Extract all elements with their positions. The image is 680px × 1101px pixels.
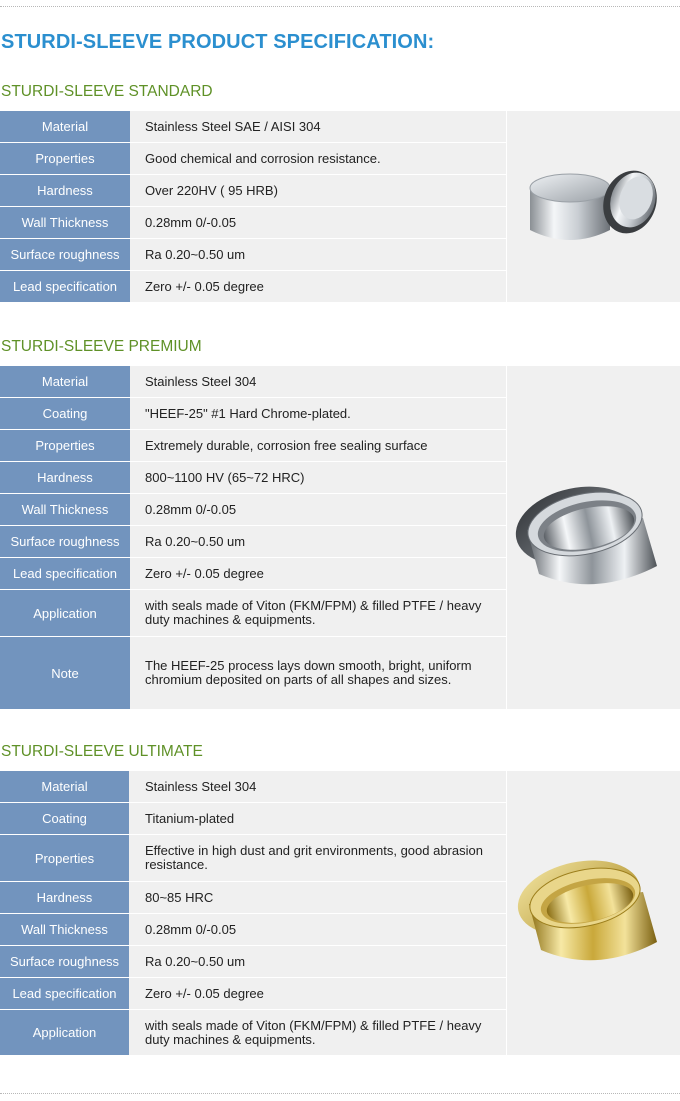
spec-value: Effective in high dust and grit environments, good abrasion resistance. (145, 835, 506, 882)
spec-label: Hardness (0, 882, 129, 914)
spec-value: Ra 0.20~0.50 um (145, 526, 506, 558)
spec-label: Wall Thickness (0, 207, 130, 239)
spec-value: Zero +/- 0.05 degree (145, 558, 506, 590)
stainless-sleeve-pair-icon (518, 154, 668, 254)
spec-label: Surface roughness (0, 239, 130, 271)
page-title: STURDI-SLEEVE PRODUCT SPECIFICATION: (1, 31, 435, 53)
spec-label: Application (0, 1010, 129, 1056)
spec-label: Coating (0, 803, 129, 835)
spec-value: Stainless Steel SAE / AISI 304 (145, 111, 506, 143)
spec-value: 0.28mm 0/-0.05 (145, 494, 506, 526)
titanium-gold-flanged-sleeve-icon (513, 846, 673, 976)
spec-value: 0.28mm 0/-0.05 (145, 914, 506, 946)
spec-value: Stainless Steel 304 (145, 366, 506, 398)
spec-value: Stainless Steel 304 (145, 771, 506, 803)
spec-value: Extremely durable, corrosion free sealing surface (145, 430, 506, 462)
spec-table-standard (0, 110, 680, 303)
spec-value: 0.28mm 0/-0.05 (145, 207, 506, 239)
section-title-premium: STURDI-SLEEVE PREMIUM (1, 338, 202, 355)
spec-label: Wall Thickness (0, 914, 129, 946)
spec-value: "HEEF-25" #1 Hard Chrome-plated. (145, 398, 506, 430)
section-title-ultimate: STURDI-SLEEVE ULTIMATE (1, 743, 203, 760)
spec-value: Zero +/- 0.05 degree (145, 271, 506, 303)
spec-value: Over 220HV ( 95 HRB) (145, 175, 506, 207)
spec-value: Good chemical and corrosion resistance. (145, 143, 506, 175)
bottom-dotted-divider (0, 1093, 680, 1094)
product-photo-premium (506, 366, 680, 710)
product-photo-standard (506, 111, 680, 303)
spec-label: Properties (0, 430, 130, 462)
spec-label: Lead specification (0, 558, 130, 590)
spec-value: Titanium-plated (145, 803, 506, 835)
spec-value: The HEEF-25 process lays down smooth, bright, uniform chromium deposited on parts of all shapes and sizes. (145, 637, 506, 710)
spec-label: Properties (0, 835, 129, 882)
spec-label: Application (0, 590, 130, 637)
spec-table-ultimate (0, 770, 680, 1056)
top-dotted-divider (0, 6, 680, 7)
spec-label: Hardness (0, 175, 130, 207)
spec-row (0, 366, 680, 398)
spec-label: Hardness (0, 462, 130, 494)
spec-label: Note (0, 637, 130, 710)
spec-label: Wall Thickness (0, 494, 130, 526)
spec-label: Surface roughness (0, 946, 129, 978)
section-title-standard: STURDI-SLEEVE STANDARD (1, 83, 213, 100)
spec-row (0, 771, 680, 803)
spec-label: Material (0, 111, 130, 143)
spec-label: Coating (0, 398, 130, 430)
spec-table-premium (0, 365, 680, 710)
spec-value: Ra 0.20~0.50 um (145, 946, 506, 978)
spec-value: 800~1100 HV (65~72 HRC) (145, 462, 506, 494)
spec-label: Properties (0, 143, 130, 175)
spec-value: Ra 0.20~0.50 um (145, 239, 506, 271)
spec-label: Surface roughness (0, 526, 130, 558)
spec-label: Material (0, 771, 129, 803)
spec-label: Material (0, 366, 130, 398)
spec-value: with seals made of Viton (FKM/FPM) & filled PTFE / heavy duty machines & equipments. (145, 1010, 506, 1056)
spec-value: with seals made of Viton (FKM/FPM) & filled PTFE / heavy duty machines & equipments. (145, 590, 506, 637)
spec-label: Lead specification (0, 978, 129, 1010)
chrome-flanged-sleeve-icon (513, 470, 673, 600)
spec-value: 80~85 HRC (145, 882, 506, 914)
spec-label: Lead specification (0, 271, 130, 303)
product-photo-ultimate (506, 771, 680, 1056)
spec-row (0, 111, 680, 143)
spec-value: Zero +/- 0.05 degree (145, 978, 506, 1010)
